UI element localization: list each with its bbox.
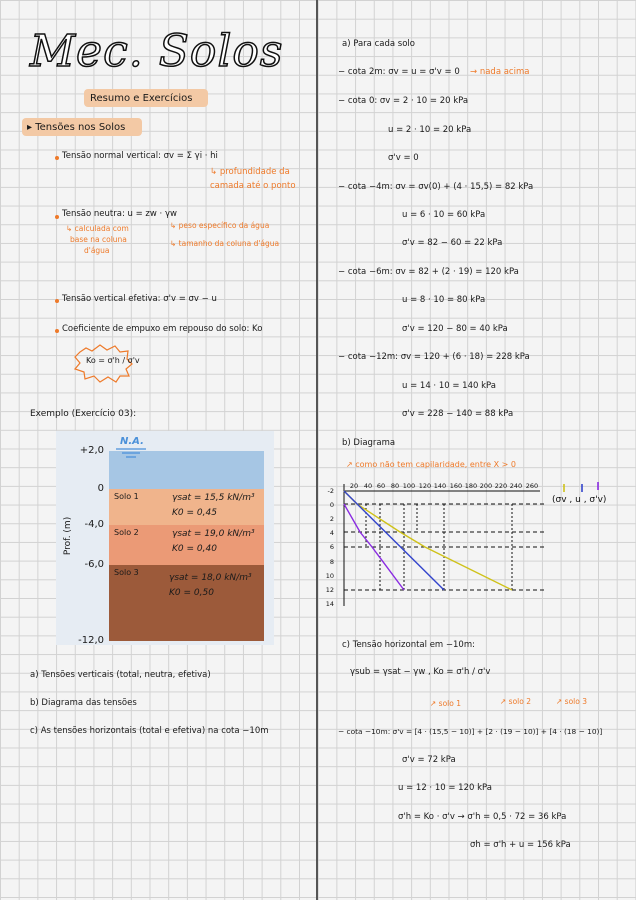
soil-2-gamma: γsat = 19,0 kN/m³: [172, 529, 255, 539]
total-stress-line: [344, 491, 512, 590]
u-note-right-1: ↳ peso específico da água: [170, 221, 270, 230]
y-tick-label: 8: [329, 558, 334, 566]
part-b-title: b) Diagrama: [342, 438, 396, 448]
line-6-neutral: u = 8 · 10 = 80 kPa: [402, 295, 486, 305]
x-tick-label: 240: [509, 482, 523, 490]
bullet-dot-icon: [55, 299, 59, 303]
part-c-line-2: σ'v = 72 kPa: [402, 755, 456, 765]
sigma-note-1: ↳ profundidade da: [210, 167, 290, 177]
part-c-line-5: σh = σ'h + u = 156 kPa: [470, 840, 571, 850]
line-2m: − cota 2m: σv = u = σ'v = 0: [338, 67, 460, 77]
diagram-legend: (σv , u , σ'v): [552, 495, 607, 505]
water-level-label: N.A.: [120, 436, 144, 447]
x-tick-label: 200: [479, 482, 493, 490]
part-c-line-3: u = 12 · 10 = 120 kPa: [398, 783, 492, 793]
y-tick-label: 6: [329, 543, 334, 551]
x-tick-label: 220: [494, 482, 508, 490]
part-c-line-4: σ'h = Ko · σ'v → σ'h = 0,5 · 72 = 36 kPa: [398, 812, 567, 822]
task-b: b) Diagrama das tensões: [30, 698, 137, 708]
u-note-left-2: base na coluna: [70, 235, 127, 244]
line-0-effective: σ'v = 0: [388, 153, 419, 163]
soil-3-name: Solo 3: [114, 568, 139, 577]
neutral-pressure-line: [344, 491, 444, 590]
x-tick-label: 160: [449, 482, 463, 490]
page-divider: [316, 0, 318, 900]
soil-1-annotation: ↗ solo 1: [430, 699, 461, 708]
soil-3-annotation: ↗ solo 3: [556, 697, 587, 706]
soil-1-gamma: γsat = 15,5 kN/m³: [172, 493, 255, 503]
depth-label: -12,0: [78, 635, 104, 646]
stress-diagram: [320, 478, 616, 618]
line-12-effective: σ'v = 228 − 140 = 88 kPa: [402, 409, 514, 419]
x-tick-label: 20: [349, 482, 359, 490]
part-c-line-1: − cota −10m: σ'v = [4 · (15,5 − 10)] + [2 · (19 − 10)] + [4 · (18 − 10)]: [338, 727, 603, 736]
y-tick-label: 0: [329, 501, 334, 509]
u-definition: Tensão neutra: u = zw · γw: [62, 209, 177, 219]
y-tick-label: -2: [327, 487, 334, 495]
bullet-dot-icon: [55, 156, 59, 160]
sigma-note-2: camada até o ponto: [210, 181, 296, 191]
line-4-total: − cota −4m: σv = σv(0) + (4 · 15,5) = 82 kPa: [338, 182, 534, 192]
u-note-right-2: ↳ tamanho da coluna d'água: [170, 239, 280, 248]
soil-layer-3: [109, 565, 264, 641]
ko-formula: Ko = σ'h / σ'v: [86, 356, 140, 365]
depth-label: 0: [97, 483, 104, 494]
bullet-dot-icon: [55, 215, 59, 219]
line-6-effective: σ'v = 120 − 80 = 40 kPa: [402, 324, 508, 334]
line-4-neutral: u = 6 · 10 = 60 kPa: [402, 210, 486, 220]
sigma-definition: Tensão normal vertical: σv = Σ γi · hi: [62, 151, 218, 161]
u-note-left-1: ↳ calculada com: [66, 224, 129, 233]
soil-2-annotation: ↗ solo 2: [500, 697, 531, 706]
topic-heading: ▸ Tensões nos Solos: [27, 122, 126, 133]
soil-1-k0: K0 = 0,45: [172, 508, 217, 518]
soil-1-name: Solo 1: [114, 492, 139, 501]
page-subtitle: Resumo e Exercícios: [90, 93, 193, 104]
x-tick-label: 120: [418, 482, 432, 490]
ko-definition: Coeficiente de empuxo em repouso do solo: Ko: [62, 324, 263, 334]
example-label: Exemplo (Exercício 03):: [30, 409, 137, 419]
soil-2-name: Solo 2: [114, 528, 139, 537]
diagram-note: ↗ como não tem capilaridade, entre X > 0: [346, 460, 516, 469]
x-tick-label: 100: [402, 482, 416, 490]
depth-label: +2,0: [79, 445, 104, 456]
y-tick-label: 2: [329, 515, 334, 523]
soil-layer-2: [109, 525, 264, 565]
depth-label: -6,0: [84, 559, 104, 570]
soil-3-k0: K0 = 0,50: [169, 588, 214, 598]
task-c: c) As tensões horizontais (total e efetiva) na cota −10m: [30, 726, 269, 736]
effective-definition: Tensão vertical efetiva: σ'v = σv − u: [62, 294, 217, 304]
x-tick-label: 60: [376, 482, 386, 490]
task-a: a) Tensões verticais (total, neutra, efetiva): [30, 670, 211, 680]
x-tick-label: 140: [433, 482, 447, 490]
x-tick-label: 40: [363, 482, 373, 490]
x-tick-label: 260: [525, 482, 539, 490]
part-a-title: a) Para cada solo: [342, 39, 415, 49]
x-tick-label: 80: [390, 482, 400, 490]
y-tick-label: 12: [325, 586, 334, 594]
x-tick-label: 180: [464, 482, 478, 490]
page-title: Mec. Solos: [30, 26, 284, 77]
y-tick-label: 10: [325, 572, 334, 580]
soil-layer-1: [109, 489, 264, 525]
line-0-total: − cota 0: σv = 2 · 10 = 20 kPa: [338, 96, 469, 106]
depth-label: -4,0: [84, 519, 104, 530]
bullet-dot-icon: [55, 329, 59, 333]
soil-2-k0: K0 = 0,40: [172, 544, 217, 554]
line-12-total: − cota −12m: σv = 120 + (6 · 18) = 228 kPa: [338, 352, 530, 362]
depth-axis-label: Prof. (m): [63, 516, 74, 556]
y-tick-label: 4: [329, 529, 334, 537]
part-c-formula: γsub = γsat − γw , Ko = σ'h / σ'v: [350, 667, 491, 677]
triangle-bullet-icon: ▸: [27, 122, 36, 133]
soil-3-gamma: γsat = 18,0 kN/m³: [169, 573, 252, 583]
line-12-neutral: u = 14 · 10 = 140 kPa: [402, 381, 496, 391]
soil-profile-figure: [56, 431, 274, 645]
line-0-neutral: u = 2 · 10 = 20 kPa: [388, 125, 472, 135]
u-note-left-3: d'água: [84, 246, 110, 255]
water-level-icon: [114, 447, 148, 459]
line-6-total: − cota −6m: σv = 82 + (2 · 19) = 120 kPa: [338, 267, 519, 277]
y-tick-label: 14: [325, 600, 334, 608]
line-4-effective: σ'v = 82 − 60 = 22 kPa: [402, 238, 503, 248]
line-2m-note: → nada acima: [470, 67, 530, 77]
part-c-title: c) Tensão horizontal em −10m:: [342, 640, 475, 650]
